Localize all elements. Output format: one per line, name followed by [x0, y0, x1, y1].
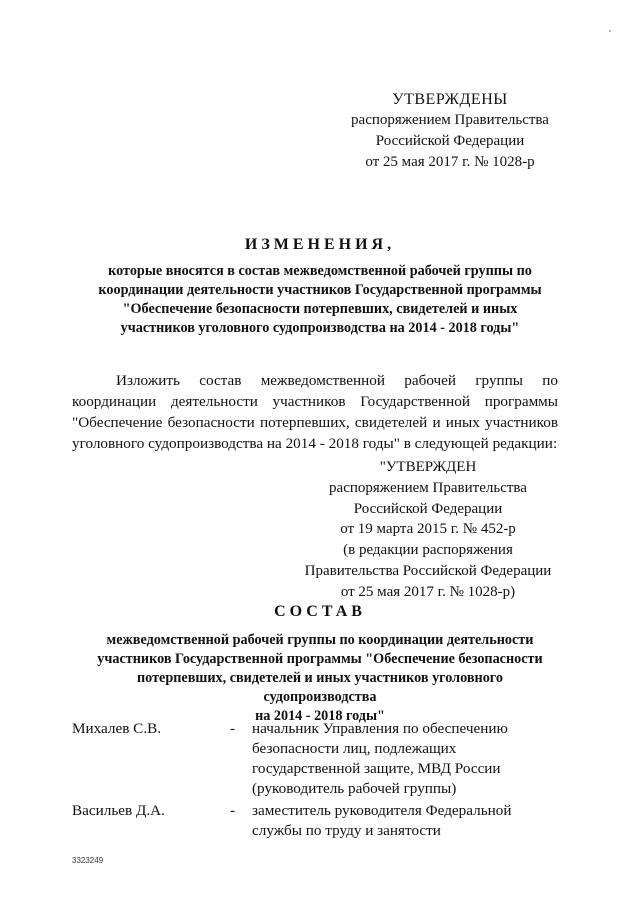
- approval-line: Российской Федерации: [375, 133, 525, 149]
- sostav-subtitle-line: межведомственной рабочей группы по координации деятельности: [106, 632, 534, 648]
- member-description-line: государственной защите, МВД России: [252, 760, 501, 777]
- approval2-line: от 25 мая 2017 г. № 1028-р): [340, 583, 516, 600]
- approval2-line: распоряжением Правительства: [329, 479, 527, 496]
- member-description-line: начальник Управления по обеспечению: [252, 720, 508, 737]
- approval-block: [340, 89, 560, 173]
- member-dash: -: [230, 720, 236, 737]
- approval-line: от 25 мая 2017 г. № 1028-р: [365, 154, 535, 170]
- member-dash: -: [230, 802, 236, 819]
- sostav-subtitle-line: участников Государственной программы "Обеспечение безопасности: [97, 651, 543, 667]
- approval2-heading: "УТВЕРЖДЕН: [379, 459, 477, 475]
- changes-subtitle-line: "Обеспечение безопасности потерпевших, свидетелей и иных: [122, 301, 518, 317]
- sostav-subtitle-line: на 2014 - 2018 годы": [255, 708, 385, 724]
- approval-block-2: [290, 457, 566, 603]
- sostav-subtitle: [80, 631, 560, 726]
- member-name: Михалев С.В.: [72, 720, 162, 737]
- scan-speck: [609, 30, 611, 32]
- member-description-line: службы по труду и занятости: [252, 822, 441, 839]
- approval2-line: Российской Федерации: [353, 500, 503, 517]
- approval2-line: Правительства Российской Федерации: [304, 562, 552, 579]
- document-code: 3323249: [72, 856, 104, 865]
- body-paragraph-text: Изложить состав межведомственной рабочей группы по координации деятельности участников Государственной программы "Обеспечение безопасности потерпевших, свидетелей и иных участников уголовного судопроизводства на 2014 - 2018 годы" в следующей редакции:: [72, 372, 558, 452]
- approval2-line: (в редакции распоряжения: [343, 542, 513, 559]
- approval2-line: от 19 марта 2015 г. № 452-р: [340, 521, 516, 538]
- member-description-line: заместитель руководителя Федеральной: [252, 802, 512, 819]
- member-description: [252, 801, 562, 841]
- body-paragraph: [72, 370, 558, 454]
- sostav-subtitle-line: потерпевших, свидетелей и иных участников уголовного судопроизводства: [137, 670, 503, 705]
- approval-line: распоряжением Правительства: [351, 112, 549, 128]
- changes-subtitle-line: которые вносятся в состав межведомственной рабочей группы по: [108, 263, 532, 279]
- changes-title: ИЗМЕНЕНИЯ,: [244, 236, 396, 253]
- member-description-line: (руководитель рабочей группы): [252, 780, 457, 797]
- member-description: [252, 719, 562, 799]
- member-description-line: безопасности лиц, подлежащих: [252, 740, 457, 757]
- sostav-title: СОСТАВ: [274, 603, 366, 620]
- changes-subtitle: [80, 262, 560, 338]
- approval-heading: УТВЕРЖДЕНЫ: [392, 91, 508, 108]
- member-name: Васильев Д.А.: [72, 802, 165, 819]
- changes-subtitle-line: участников уголовного судопроизводства на 2014 - 2018 годы": [120, 320, 520, 336]
- changes-subtitle-line: координации деятельности участников Государственной программы: [98, 282, 542, 298]
